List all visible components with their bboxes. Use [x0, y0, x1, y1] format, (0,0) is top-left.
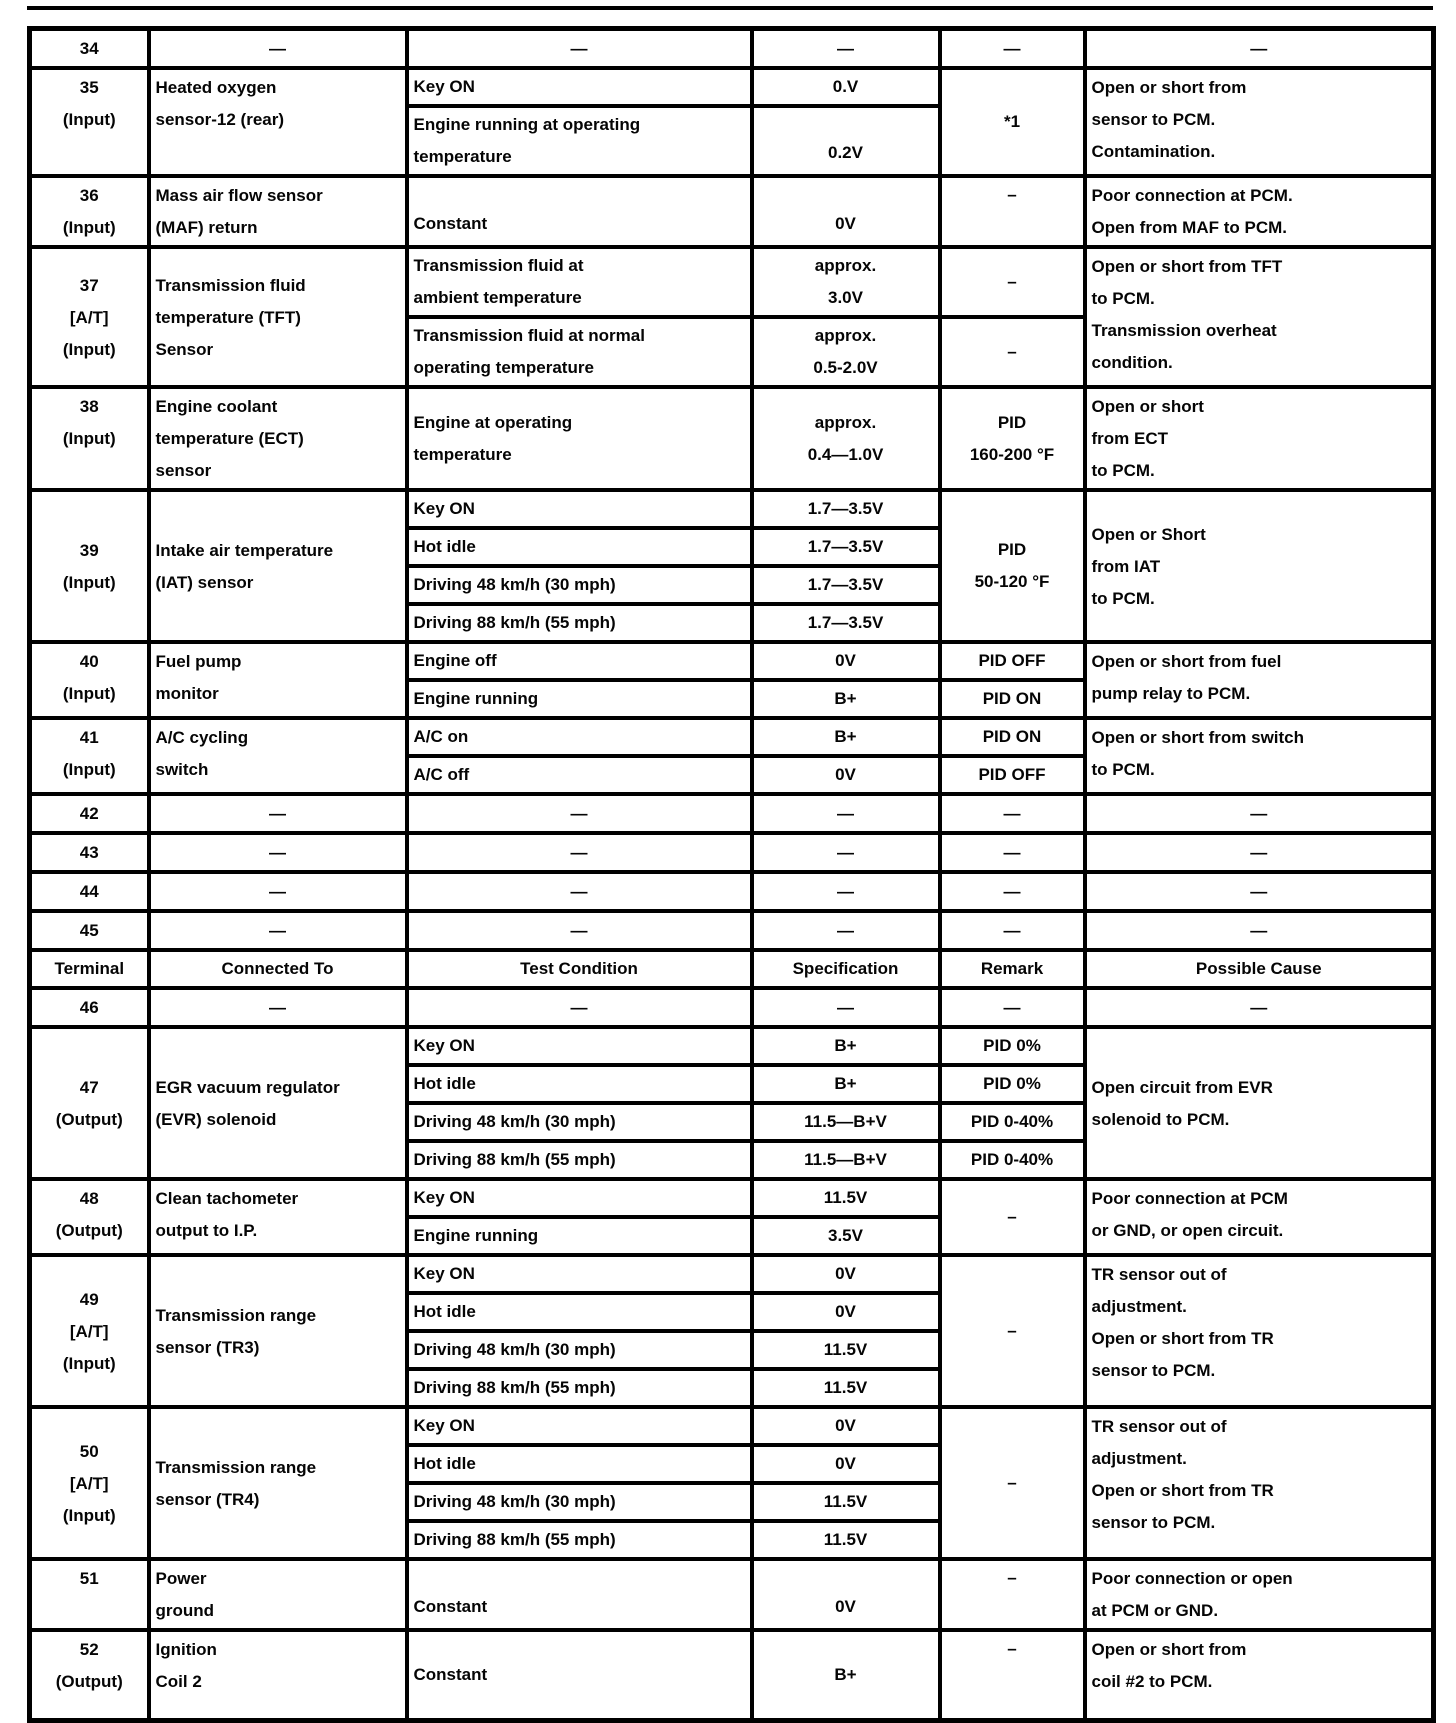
test-condition-cell: Key ON	[407, 1407, 752, 1445]
specification-cell: 11.5V	[752, 1179, 940, 1217]
specification-cell: approx. 0.4—1.0V	[752, 387, 940, 490]
terminal-cell: 46	[30, 988, 149, 1027]
remark-cell: PID 0-40%	[940, 1103, 1085, 1141]
connected-to-cell: Intake air temperature (IAT) sensor	[149, 490, 407, 642]
remark-cell: —	[940, 911, 1085, 950]
connected-to-cell: Fuel pump monitor	[149, 642, 407, 718]
specification-cell: 3.5V	[752, 1217, 940, 1255]
remark-cell: PID OFF	[940, 756, 1085, 794]
column-header-terminal: Terminal	[30, 950, 149, 988]
remark-cell: —	[940, 833, 1085, 872]
possible-cause-cell: —	[1085, 29, 1434, 69]
specification-cell: approx. 3.0V	[752, 247, 940, 317]
remark-cell: PID 50-120 °F	[940, 490, 1085, 642]
specification-cell: —	[752, 833, 940, 872]
column-header-connected-to: Connected To	[149, 950, 407, 988]
remark-cell: PID ON	[940, 718, 1085, 756]
table-row	[30, 1179, 1434, 1217]
table-row	[30, 1255, 1434, 1293]
table-row	[30, 247, 1434, 317]
specification-cell: 11.5V	[752, 1521, 940, 1559]
remark-cell: –	[940, 317, 1085, 387]
table-row	[30, 1559, 1434, 1630]
terminal-cell: 35 (Input)	[30, 68, 149, 176]
test-condition-cell: Driving 48 km/h (30 mph)	[407, 1483, 752, 1521]
specification-cell: 1.7—3.5V	[752, 528, 940, 566]
terminal-cell: 47 (Output)	[30, 1027, 149, 1179]
connected-to-cell: Heated oxygen sensor-12 (rear)	[149, 68, 407, 176]
possible-cause-cell: Open or short from switch to PCM.	[1085, 718, 1434, 794]
specification-cell: —	[752, 872, 940, 911]
test-condition-cell: A/C off	[407, 756, 752, 794]
connected-to-cell: Transmission fluid temperature (TFT) Sensor	[149, 247, 407, 387]
specification-cell: 1.7—3.5V	[752, 566, 940, 604]
specification-cell: B+	[752, 680, 940, 718]
remark-cell: PID 0%	[940, 1027, 1085, 1065]
test-condition-cell: Driving 88 km/h (55 mph)	[407, 1521, 752, 1559]
specification-cell: 11.5—B+V	[752, 1103, 940, 1141]
specification-cell: 1.7—3.5V	[752, 604, 940, 642]
possible-cause-cell: TR sensor out of adjustment. Open or short from TR sensor to PCM.	[1085, 1255, 1434, 1407]
specification-cell: 1.7—3.5V	[752, 490, 940, 528]
test-condition-cell: Key ON	[407, 1255, 752, 1293]
test-condition-cell: —	[407, 872, 752, 911]
possible-cause-cell: Open or short from coil #2 to PCM.	[1085, 1630, 1434, 1720]
possible-cause-cell: Open or short from ECT to PCM.	[1085, 387, 1434, 490]
table-row	[30, 642, 1434, 680]
specification-cell: B+	[752, 1630, 940, 1720]
connected-to-cell: EGR vacuum regulator (EVR) solenoid	[149, 1027, 407, 1179]
possible-cause-cell: TR sensor out of adjustment. Open or short from TR sensor to PCM.	[1085, 1407, 1434, 1559]
test-condition-cell: Engine at operating temperature	[407, 387, 752, 490]
specification-cell: 0V	[752, 1559, 940, 1630]
remark-cell: PID 0%	[940, 1065, 1085, 1103]
remark-cell: *1	[940, 68, 1085, 176]
possible-cause-cell: Poor connection or open at PCM or GND.	[1085, 1559, 1434, 1630]
test-condition-cell: —	[407, 833, 752, 872]
test-condition-cell: Driving 88 km/h (55 mph)	[407, 1369, 752, 1407]
test-condition-cell: —	[407, 794, 752, 833]
terminal-cell: 34	[30, 29, 149, 69]
table-header-row	[30, 950, 1434, 988]
specification-cell: 11.5V	[752, 1331, 940, 1369]
remark-cell: PID OFF	[940, 642, 1085, 680]
test-condition-cell: Driving 48 km/h (30 mph)	[407, 566, 752, 604]
remark-cell: —	[940, 988, 1085, 1027]
test-condition-cell: Transmission fluid at ambient temperature	[407, 247, 752, 317]
possible-cause-cell: —	[1085, 988, 1434, 1027]
remark-cell: –	[940, 247, 1085, 317]
pcm-pin-voltage-table	[27, 26, 1436, 1723]
table-row	[30, 490, 1434, 528]
remark-cell: –	[940, 176, 1085, 247]
test-condition-cell: Key ON	[407, 490, 752, 528]
test-condition-cell: Engine off	[407, 642, 752, 680]
remark-cell: —	[940, 872, 1085, 911]
terminal-cell: 39 (Input)	[30, 490, 149, 642]
specification-cell: 0V	[752, 176, 940, 247]
terminal-cell: 38 (Input)	[30, 387, 149, 490]
remark-cell: —	[940, 794, 1085, 833]
connected-to-cell: —	[149, 833, 407, 872]
test-condition-cell: —	[407, 911, 752, 950]
test-condition-cell: Driving 88 km/h (55 mph)	[407, 1141, 752, 1179]
column-header-possible-cause: Possible Cause	[1085, 950, 1434, 988]
column-header-specification: Specification	[752, 950, 940, 988]
specification-cell: 0.2V	[752, 106, 940, 176]
remark-cell: –	[940, 1559, 1085, 1630]
specification-cell: 11.5V	[752, 1369, 940, 1407]
table-row	[30, 176, 1434, 247]
connected-to-cell: —	[149, 29, 407, 69]
connected-to-cell: Transmission range sensor (TR4)	[149, 1407, 407, 1559]
connected-to-cell: Clean tachometer output to I.P.	[149, 1179, 407, 1255]
test-condition-cell: Constant	[407, 1630, 752, 1720]
possible-cause-cell: —	[1085, 911, 1434, 950]
terminal-cell: 51	[30, 1559, 149, 1630]
specification-cell: —	[752, 794, 940, 833]
test-condition-cell: Key ON	[407, 68, 752, 106]
test-condition-cell: Engine running at operating temperature	[407, 106, 752, 176]
table-row	[30, 1407, 1434, 1445]
test-condition-cell: Hot idle	[407, 1445, 752, 1483]
possible-cause-cell: —	[1085, 872, 1434, 911]
specification-cell: —	[752, 988, 940, 1027]
terminal-cell: 49 [A/T] (Input)	[30, 1255, 149, 1407]
test-condition-cell: Constant	[407, 1559, 752, 1630]
specification-cell: 0V	[752, 1445, 940, 1483]
specification-cell: B+	[752, 718, 940, 756]
test-condition-cell: Hot idle	[407, 1065, 752, 1103]
test-condition-cell: —	[407, 988, 752, 1027]
test-condition-cell: A/C on	[407, 718, 752, 756]
connected-to-cell: —	[149, 911, 407, 950]
column-header-test-condition: Test Condition	[407, 950, 752, 988]
table-row	[30, 988, 1434, 1027]
test-condition-cell: Key ON	[407, 1027, 752, 1065]
connected-to-cell: —	[149, 988, 407, 1027]
terminal-cell: 43	[30, 833, 149, 872]
specification-cell: 11.5V	[752, 1483, 940, 1521]
remark-cell: PID ON	[940, 680, 1085, 718]
column-header-remark: Remark	[940, 950, 1085, 988]
possible-cause-cell: Open or short from TFT to PCM. Transmission overheat condition.	[1085, 247, 1434, 387]
possible-cause-cell: Open or Short from IAT to PCM.	[1085, 490, 1434, 642]
connected-to-cell: —	[149, 872, 407, 911]
terminal-cell: 45	[30, 911, 149, 950]
table-row	[30, 833, 1434, 872]
remark-cell: PID 160-200 °F	[940, 387, 1085, 490]
specification-cell: —	[752, 29, 940, 69]
remark-cell: –	[940, 1255, 1085, 1407]
specification-cell: 0V	[752, 1293, 940, 1331]
specification-cell: —	[752, 911, 940, 950]
terminal-cell: 44	[30, 872, 149, 911]
test-condition-cell: Driving 48 km/h (30 mph)	[407, 1103, 752, 1141]
remark-cell: –	[940, 1407, 1085, 1559]
specification-cell: 0V	[752, 642, 940, 680]
connected-to-cell: —	[149, 794, 407, 833]
possible-cause-cell: —	[1085, 794, 1434, 833]
test-condition-cell: —	[407, 29, 752, 69]
possible-cause-cell: Poor connection at PCM or GND, or open circuit.	[1085, 1179, 1434, 1255]
connected-to-cell: Mass air flow sensor (MAF) return	[149, 176, 407, 247]
specification-cell: B+	[752, 1065, 940, 1103]
connected-to-cell: A/C cycling switch	[149, 718, 407, 794]
specification-cell: approx. 0.5-2.0V	[752, 317, 940, 387]
connected-to-cell: Ignition Coil 2	[149, 1630, 407, 1720]
terminal-cell: 37 [A/T] (Input)	[30, 247, 149, 387]
test-condition-cell: Constant	[407, 176, 752, 247]
possible-cause-cell: Open or short from fuel pump relay to PCM.	[1085, 642, 1434, 718]
test-condition-cell: Driving 48 km/h (30 mph)	[407, 1331, 752, 1369]
table-row	[30, 872, 1434, 911]
table-row	[30, 911, 1434, 950]
table-row	[30, 29, 1434, 69]
table-row	[30, 387, 1434, 490]
remark-cell: —	[940, 29, 1085, 69]
terminal-cell: 41 (Input)	[30, 718, 149, 794]
possible-cause-cell: Open or short from sensor to PCM. Contamination.	[1085, 68, 1434, 176]
connected-to-cell: Transmission range sensor (TR3)	[149, 1255, 407, 1407]
specification-cell: 0.V	[752, 68, 940, 106]
table-row	[30, 1630, 1434, 1720]
table-top-rule	[27, 6, 1433, 10]
table-row	[30, 794, 1434, 833]
test-condition-cell: Driving 88 km/h (55 mph)	[407, 604, 752, 642]
connected-to-cell: Power ground	[149, 1559, 407, 1630]
terminal-cell: 52 (Output)	[30, 1630, 149, 1720]
remark-cell: –	[940, 1630, 1085, 1720]
test-condition-cell: Key ON	[407, 1179, 752, 1217]
possible-cause-cell: —	[1085, 833, 1434, 872]
test-condition-cell: Engine running	[407, 680, 752, 718]
terminal-cell: 40 (Input)	[30, 642, 149, 718]
test-condition-cell: Hot idle	[407, 528, 752, 566]
test-condition-cell: Transmission fluid at normal operating temperature	[407, 317, 752, 387]
possible-cause-cell: Open circuit from EVR solenoid to PCM.	[1085, 1027, 1434, 1179]
specification-cell: 0V	[752, 756, 940, 794]
specification-cell: B+	[752, 1027, 940, 1065]
terminal-cell: 36 (Input)	[30, 176, 149, 247]
table-row	[30, 1027, 1434, 1065]
terminal-cell: 42	[30, 794, 149, 833]
specification-cell: 0V	[752, 1255, 940, 1293]
test-condition-cell: Engine running	[407, 1217, 752, 1255]
remark-cell: –	[940, 1179, 1085, 1255]
connected-to-cell: Engine coolant temperature (ECT) sensor	[149, 387, 407, 490]
specification-cell: 0V	[752, 1407, 940, 1445]
table-row	[30, 718, 1434, 756]
table-row	[30, 68, 1434, 106]
terminal-cell: 50 [A/T] (Input)	[30, 1407, 149, 1559]
remark-cell: PID 0-40%	[940, 1141, 1085, 1179]
possible-cause-cell: Poor connection at PCM. Open from MAF to PCM.	[1085, 176, 1434, 247]
terminal-cell: 48 (Output)	[30, 1179, 149, 1255]
specification-cell: 11.5—B+V	[752, 1141, 940, 1179]
test-condition-cell: Hot idle	[407, 1293, 752, 1331]
